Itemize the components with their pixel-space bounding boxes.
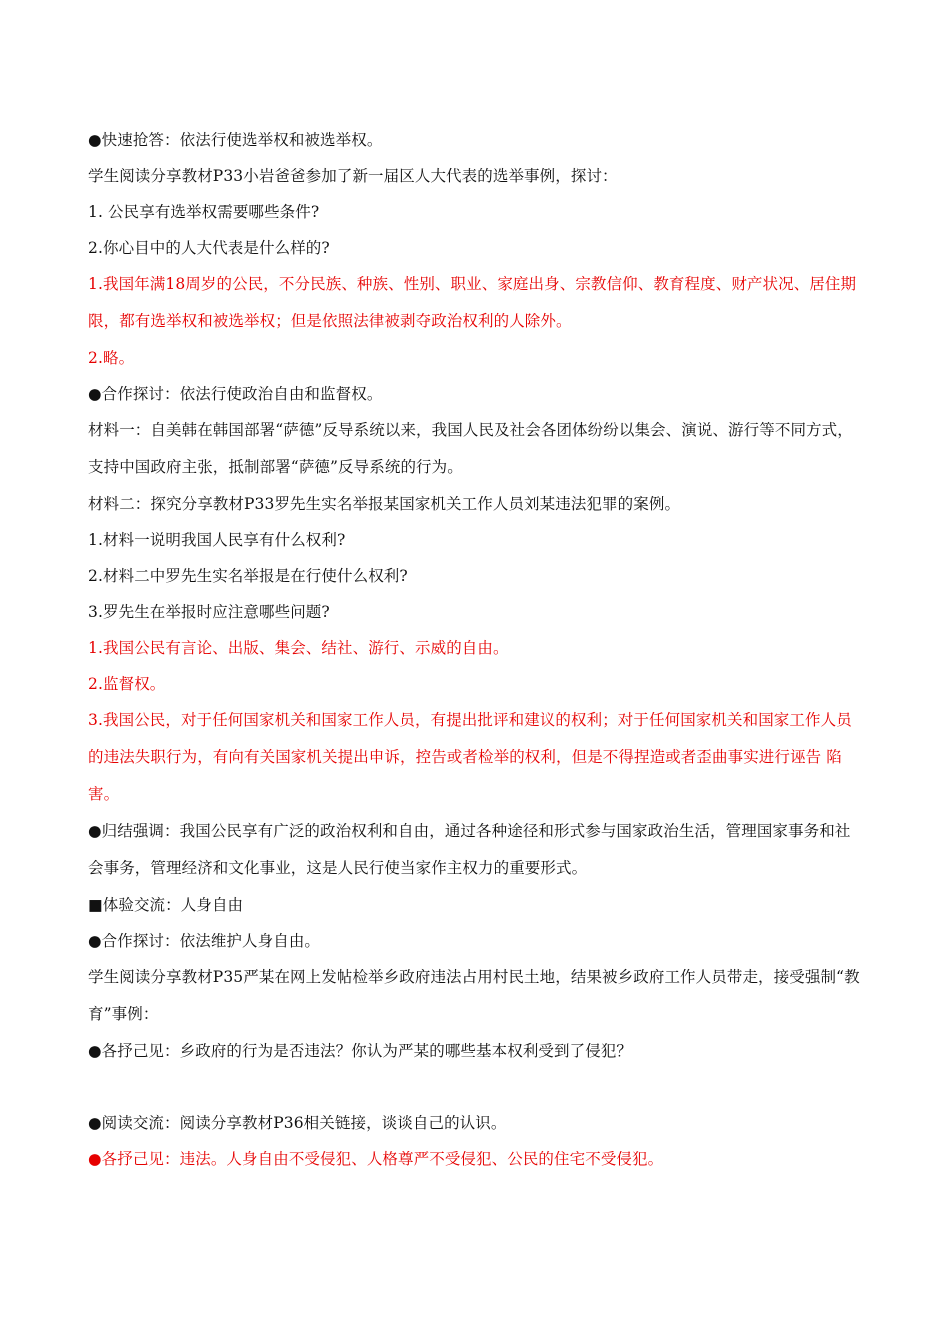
answer-2: 2.略。 <box>88 349 135 367</box>
opinion-question: ●各抒己见：乡政府的行为是否违法？你认为严某的哪些基本权利受到了侵犯？ <box>88 1042 633 1060</box>
material-one: 材料一：自美韩在韩国部署“萨德”反导系统以来，我国人民及社会各团体纷纷以集会、演说、游行等不同方式，支持中国政府主张，抵制部署“萨德”反导系统的行为。 <box>88 421 853 476</box>
answer-1: 1.我国年满18周岁的公民，不分民族、种族、性别、职业、家庭出身、宗教信仰、教育程度、财产状况、居住期限，都有选举权和被选举权；但是依照法律被剥夺政治权利的人除外。 <box>88 275 857 330</box>
quick-answer-heading: ●快速抢答：依法行使选举权和被选举权。 <box>88 131 383 149</box>
reading-exchange: ●阅读交流：阅读分享教材P36相关链接，谈谈自己的认识。 <box>88 1114 507 1132</box>
question-2: 2.你心目中的人大代表是什么样的? <box>88 239 330 257</box>
material-question-1: 1.材料一说明我国人民享有什么权利? <box>88 531 346 549</box>
material-answer-3: 3.我国公民，对于任何国家机关和国家工作人员，有提出批评和建议的权利；对于任何国家机关和国家工作人员的违法失职行为，有向有关国家机关提出申诉，控告或者检举的权利，但是不得捏造或者歪曲事实进行诬告 陷害。 <box>88 711 852 803</box>
personal-freedom-heading: ●合作探讨：依法维护人身自由。 <box>88 932 321 950</box>
material-question-3: 3.罗先生在举报时应注意哪些问题? <box>88 603 330 621</box>
experience-heading: ■体验交流：人身自由 <box>88 896 244 914</box>
material-two: 材料二：探究分享教材P33罗先生实名举报某国家机关工作人员刘某违法犯罪的案例。 <box>88 495 681 513</box>
document-page <box>88 122 866 1177</box>
spacer <box>88 1069 866 1105</box>
summary-emphasis: ●归结强调：我国公民享有广泛的政治权利和自由，通过各种途径和形式参与国家政治生活，管理国家事务和社会事务，管理经济和文化事业，这是人民行使当家作主权力的重要形式。 <box>88 822 851 877</box>
cooperation-heading: ●合作探讨：依法行使政治自由和监督权。 <box>88 385 383 403</box>
material-answer-1: 1.我国公民有言论、出版、集会、结社、游行、示威的自由。 <box>88 639 509 657</box>
material-answer-2: 2.监督权。 <box>88 675 166 693</box>
question-1: 1. 公民享有选举权需要哪些条件? <box>88 203 320 221</box>
opinion-answer: ●各抒己见：违法。人身自由不受侵犯、人格尊严不受侵犯、公民的住宅不受侵犯。 <box>88 1150 664 1168</box>
material-question-2: 2.材料二中罗先生实名举报是在行使什么权利? <box>88 567 408 585</box>
case-description: 学生阅读分享教材P35严某在网上发帖检举乡政府违法占用村民土地，结果被乡政府工作人员带走，接受强制“教育”事例： <box>88 968 860 1023</box>
reading-prompt: 学生阅读分享教材P33小岩爸爸参加了新一届区人大代表的选举事例，探讨： <box>88 167 618 185</box>
